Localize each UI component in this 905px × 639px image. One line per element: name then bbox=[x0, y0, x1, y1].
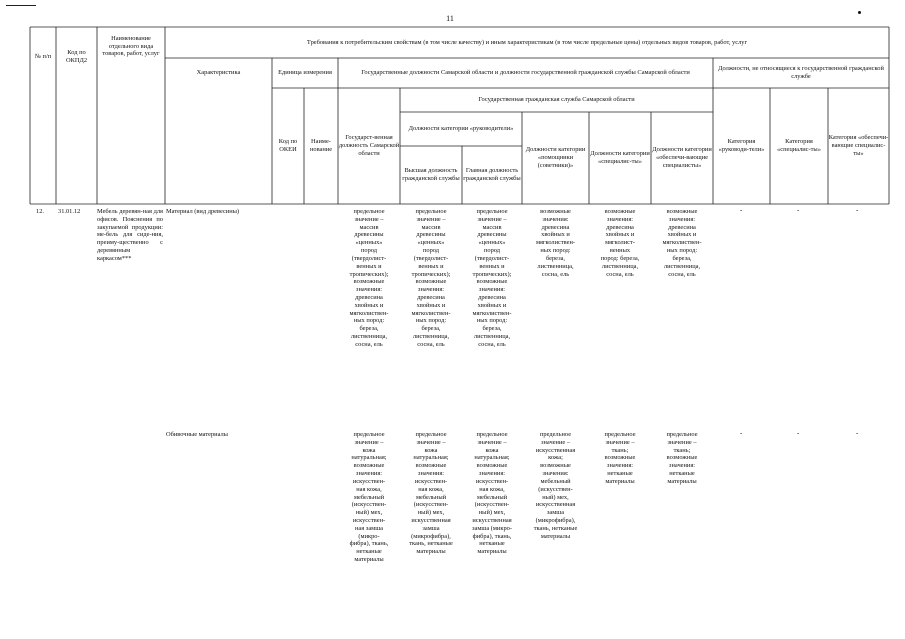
material-assistants: возможные значения: древесина хвойных и мягколиствен- ных пород: береза, лиственница, сосна, ель bbox=[535, 208, 576, 278]
dash-leaders-1: - bbox=[740, 206, 743, 214]
header-leaders: Должности категории «руководители» bbox=[408, 125, 514, 133]
row-num: 12. bbox=[36, 208, 44, 215]
header-assistants: Должности категории «помощники (советники)» bbox=[525, 146, 586, 169]
upholstery-main: предельное значение – кожа натуральная; возможные значения: искусствен- ная кожа, мебельный (искусствен- ный) мех, искусственная замша (микро- фибра), ткань, нетканые материалы bbox=[472, 431, 512, 556]
dash-leaders-2: - bbox=[740, 429, 743, 437]
dash-support-1: - bbox=[856, 206, 859, 214]
header-okpd: Код по ОКПД2 bbox=[65, 49, 88, 64]
material-highest: предельное значение – массив древесины «ценных» пород (твердолист- венных и тропических); возможные значения: древесина хвойных и мягколиствен- ных пород: береза, лиственница, сосна, ель bbox=[411, 208, 451, 348]
header-unit-name: Наиме-нование bbox=[309, 138, 333, 153]
row-char-upholstery: Обивочные материалы bbox=[166, 431, 228, 438]
top-rule bbox=[6, 5, 36, 6]
upholstery-assistants: предельное значение – искусственная кожа; возможные значения: мебельный (искусствен- ный) мех, искусственная замша (микрофибра), ткань, нетканые материалы bbox=[533, 431, 578, 540]
header-num: № п/п bbox=[34, 53, 52, 61]
material-specialists: возможные значения: древесина хвойных и мягколист- венных пород: береза, лиственница, сосна, ель bbox=[600, 208, 640, 278]
row-okpd: 31.01.12 bbox=[58, 208, 81, 215]
material-gov: предельное значение – массив древесины «ценных» пород (твердолист- венных и тропических); возможные значения: древесина хвойных и мягколиствен- ных пород: береза, лиственница, сосна, ель bbox=[349, 208, 389, 348]
header-requirements: Требования к потребительским свойствам (в том числе качеству) и иным характеристикам (в том числе предельные цены) отдельных видов товаров, работ, услуг bbox=[306, 38, 748, 46]
upholstery-specialists: предельное значение – ткань; возможные значения: нетканые материалы bbox=[604, 431, 636, 485]
dash-specialists-2: - bbox=[797, 429, 800, 437]
header-highest: Высшая должность гражданской службы bbox=[402, 167, 460, 182]
header-gov-office: Государст-венная должность Самарской области bbox=[338, 134, 400, 157]
speck bbox=[858, 11, 861, 14]
header-characteristic: Характеристика bbox=[196, 69, 241, 77]
header-main: Главная должность гражданской службы bbox=[463, 167, 521, 182]
header-non-gov: Должности, не относящиеся к государственной гражданской службе bbox=[718, 65, 884, 80]
header-gov-positions: Государственные должности Самарской области и должности государственной гражданской службы Самарской области bbox=[361, 69, 690, 77]
header-specialists: Должности категории «специалис-ты» bbox=[590, 150, 650, 165]
header-unit: Единица измерения bbox=[278, 69, 332, 77]
material-main: предельное значение – массив древесины «ценных» пород (твердолист- венных и тропических); возможные значения: древесина хвойных и мягколиствен- ных пород: береза, лиственница, сосна, ель bbox=[472, 208, 512, 348]
header-name: Наименование отдельного вида товаров, работ, услуг bbox=[102, 35, 160, 58]
upholstery-support: предельное значение – ткань; возможные значения: нетканые материалы bbox=[666, 431, 698, 485]
upholstery-highest: предельное значение – кожа натуральная; возможные значения: искусствен- ная кожа, мебельный (искусствен- ный) мех, искусственная замша (микрофибра), ткань, нетканые материалы bbox=[409, 431, 453, 556]
dash-support-2: - bbox=[856, 429, 859, 437]
header-unit-code: Код по ОКЕИ bbox=[278, 138, 298, 153]
material-support: возможные значения: древесина хвойных и мягколиствен- ных пород: береза, лиственница, сосна, ель bbox=[662, 208, 702, 278]
header-support: Должности категории «обеспечи-вающие специалисты» bbox=[652, 146, 712, 169]
row-char-material: Материал (вид древесины) bbox=[166, 208, 240, 215]
row-name: Мебель деревян-ная для офисов. Пояснения по закупаемой продукции: ме-бель для сиде-ния, преиму-щественно с деревянным каркасом*** bbox=[97, 208, 163, 262]
dash-specialists-1: - bbox=[797, 206, 800, 214]
header-civil-service: Государственная гражданская служба Самарской области bbox=[478, 96, 635, 104]
page-number: 11 bbox=[446, 14, 454, 23]
header-cat-support: Категория «обеспечи-вающие специалис-ты» bbox=[828, 134, 889, 157]
header-cat-leaders: Категория «руководи-тели» bbox=[718, 138, 765, 153]
upholstery-gov: предельное значение – кожа натуральная; возможные значения: искусствен- ная кожа, мебельный (искусствен- ный) мех, искусствен- ная замша (микро- фибра), ткань, нетканые материалы bbox=[349, 431, 389, 563]
header-cat-specialists: Категория «специалис-ты» bbox=[777, 138, 821, 153]
